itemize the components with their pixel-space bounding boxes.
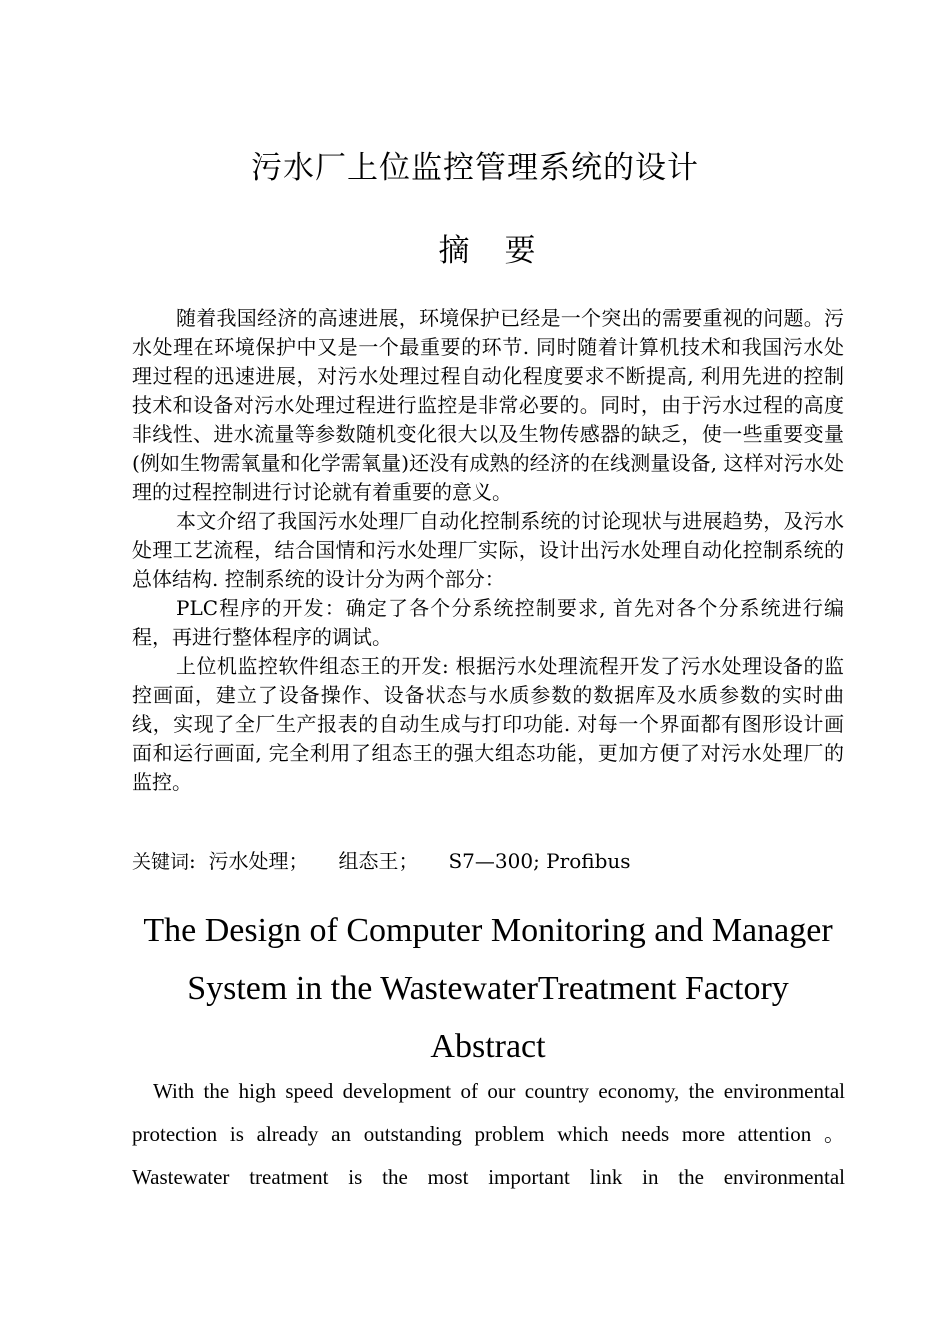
- english-abstract-body: [132, 1070, 845, 1199]
- english-abstract-heading: Abstract: [430, 1028, 546, 1065]
- keywords-separator: :: [189, 849, 196, 873]
- english-abstract-paragraph: With the high speed development of our country economy, the environmental protection is already an outstanding problem which needs more attention 。 Wastewater treatment is the most important link in the environmental: [132, 1079, 845, 1189]
- chinese-title: 污水厂上位监控管理系统的设计: [251, 150, 699, 186]
- chinese-abstract-paragraph-2: 本文介绍了我国污水处理厂自动化控制系统的讨论现状与进展趋势，及污水处理工艺流程，结合国情和污水处理厂实际，设计出污水处理自动化控制系统的总体结构. 控制系统的设计分为两个部分：: [132, 509, 844, 591]
- english-title-line-2: System in the WastewaterTreatment Factory: [187, 970, 789, 1007]
- english-title-line-1: The Design of Computer Monitoring and Manager: [143, 912, 833, 949]
- chinese-abstract-paragraph-4: 上位机监控软件组态王的开发: 根据污水处理流程开发了污水处理设备的监控画面，建立了设备操作、设备状态与水质参数的数据库及水质参数的实时曲线，实现了全厂生产报表的自动生成与打印功能. 对每一个界面都有图形设计画面和运行画面, 完全利用了组态王的强大组态功能，更加方便了对污水处理厂的监控。: [132, 654, 844, 794]
- chinese-abstract-paragraph-3: PLC程序的开发：确定了各个分系统控制要求, 首先对各个分系统进行编程，再进行整体程序的调试。: [132, 596, 844, 649]
- keyword-item: 组态王；: [338, 849, 419, 873]
- keyword-item: S7—300; Profibus: [448, 849, 631, 873]
- keywords-line: [132, 847, 844, 877]
- chinese-abstract-body: [132, 304, 844, 797]
- chinese-abstract-heading: 摘 要: [438, 233, 538, 269]
- chinese-abstract-paragraph-1: 随着我国经济的高速进展，环境保护已经是一个突出的需要重视的问题。污水处理在环境保护中又是一个最重要的环节. 同时随着计算机技术和我国污水处理过程的迅速进展，对污水处理过程自动化程度要求不断提高, 利用先进的控制技术和设备对污水处理过程进行监控是非常必要的。同时，由于污水过程的高度非线性、进水流量等参数随机变化很大以及生物传感器的缺乏，使一些重要变量(例如生物需氧量和化学需氧量)还没有成熟的经济的在线测量设备, 这样对污水处理的过程控制进行讨论就有着重要的意义。: [132, 306, 844, 504]
- keyword-item: 污水处理；: [208, 849, 309, 873]
- english-title: [0, 902, 950, 1018]
- keywords-label: 关键词: [132, 851, 190, 873]
